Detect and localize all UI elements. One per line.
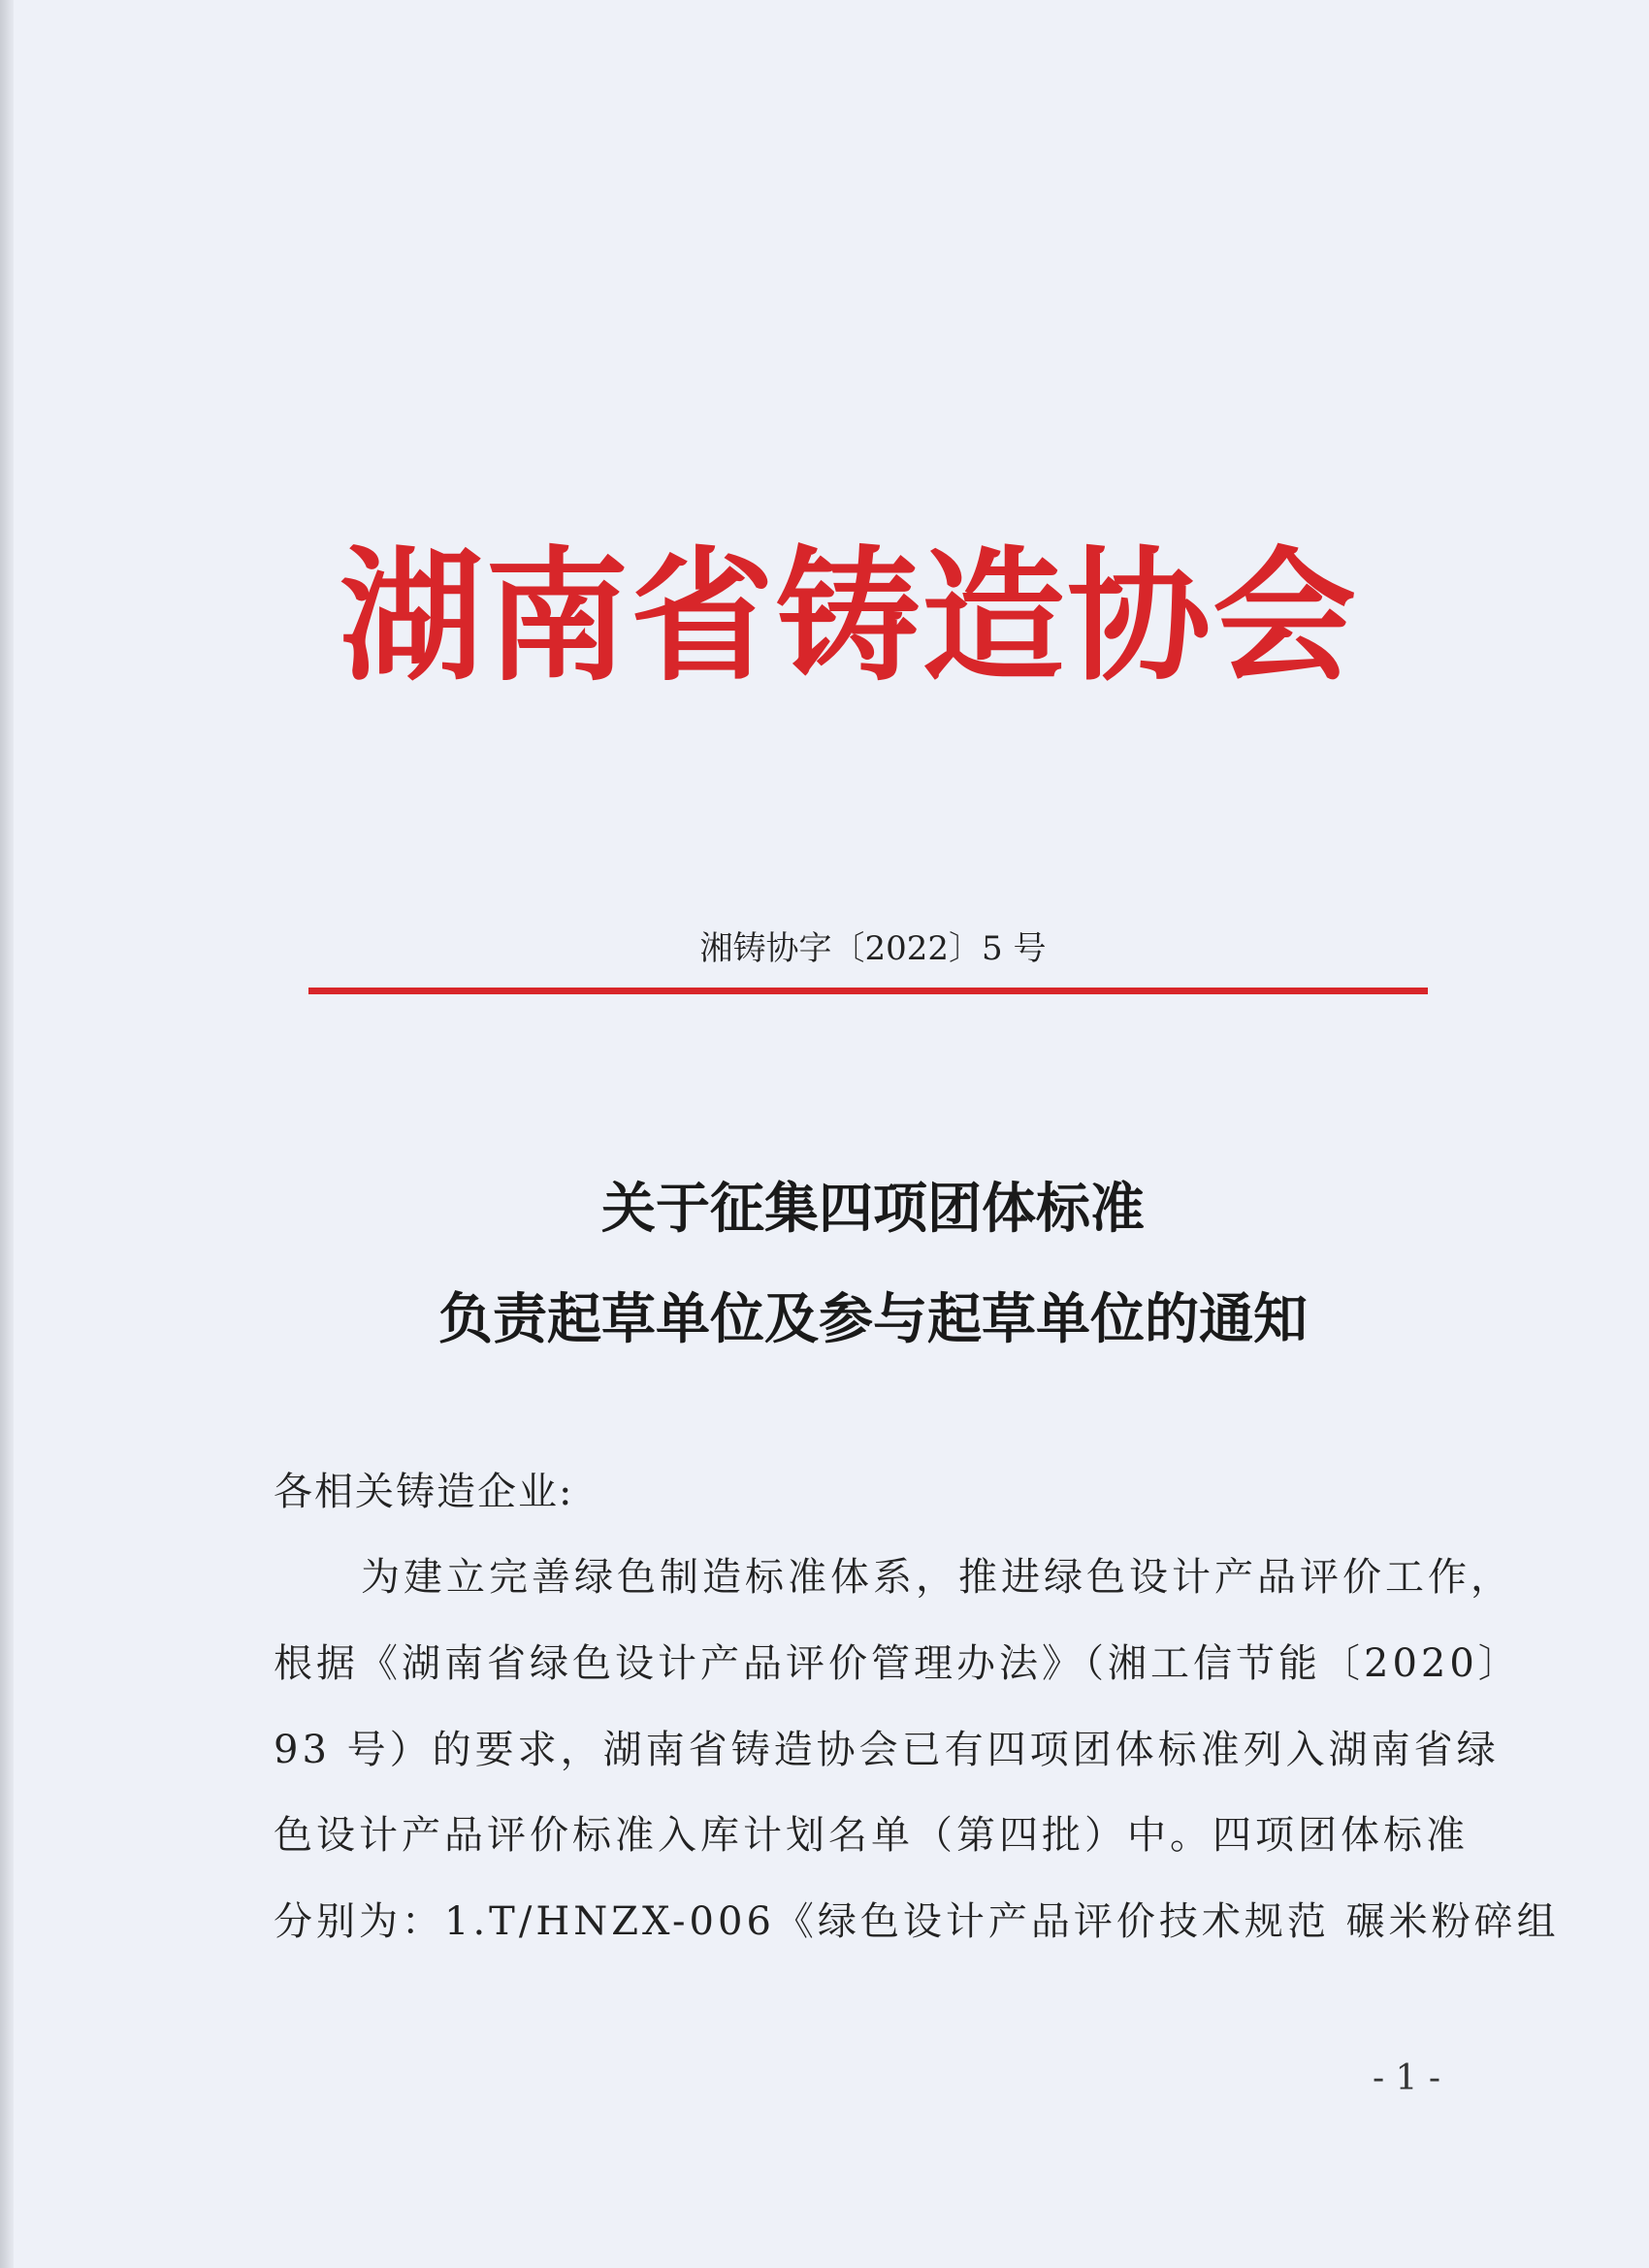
scan-edge-shadow — [0, 0, 14, 2268]
letterhead-divider — [308, 988, 1428, 994]
document-number: 湘铸协字〔2022〕5 号 — [699, 929, 1047, 968]
body-line: 为建立完善绿色制造标准体系，推进绿色设计产品评价工作， — [361, 1555, 1513, 1600]
body-line: 色设计产品评价标准入库计划名单（第四批）中。四项团体标准 — [274, 1813, 1469, 1858]
salutation: 各相关铸造企业: — [274, 1470, 574, 1514]
body-line: 根据《湖南省绿色设计产品评价管理办法》（湘工信节能〔2020〕 — [274, 1641, 1521, 1686]
notice-title-line-2: 负责起草单位及参与起草单位的通知 — [438, 1287, 1308, 1351]
body-line: 分别为：1.T/HNZX-006《绿色设计产品评价技术规范 碾米粉碎组 — [274, 1899, 1560, 1944]
notice-title-line-1: 关于征集四项团体标准 — [601, 1177, 1145, 1241]
page-number: - 1 - — [1372, 2058, 1441, 2098]
organization-letterhead: 湖南省铸造协会 — [340, 532, 1358, 700]
body-line: 93 号）的要求，湖南省铸造协会已有四项团体标准列入湖南省绿 — [274, 1728, 1500, 1772]
